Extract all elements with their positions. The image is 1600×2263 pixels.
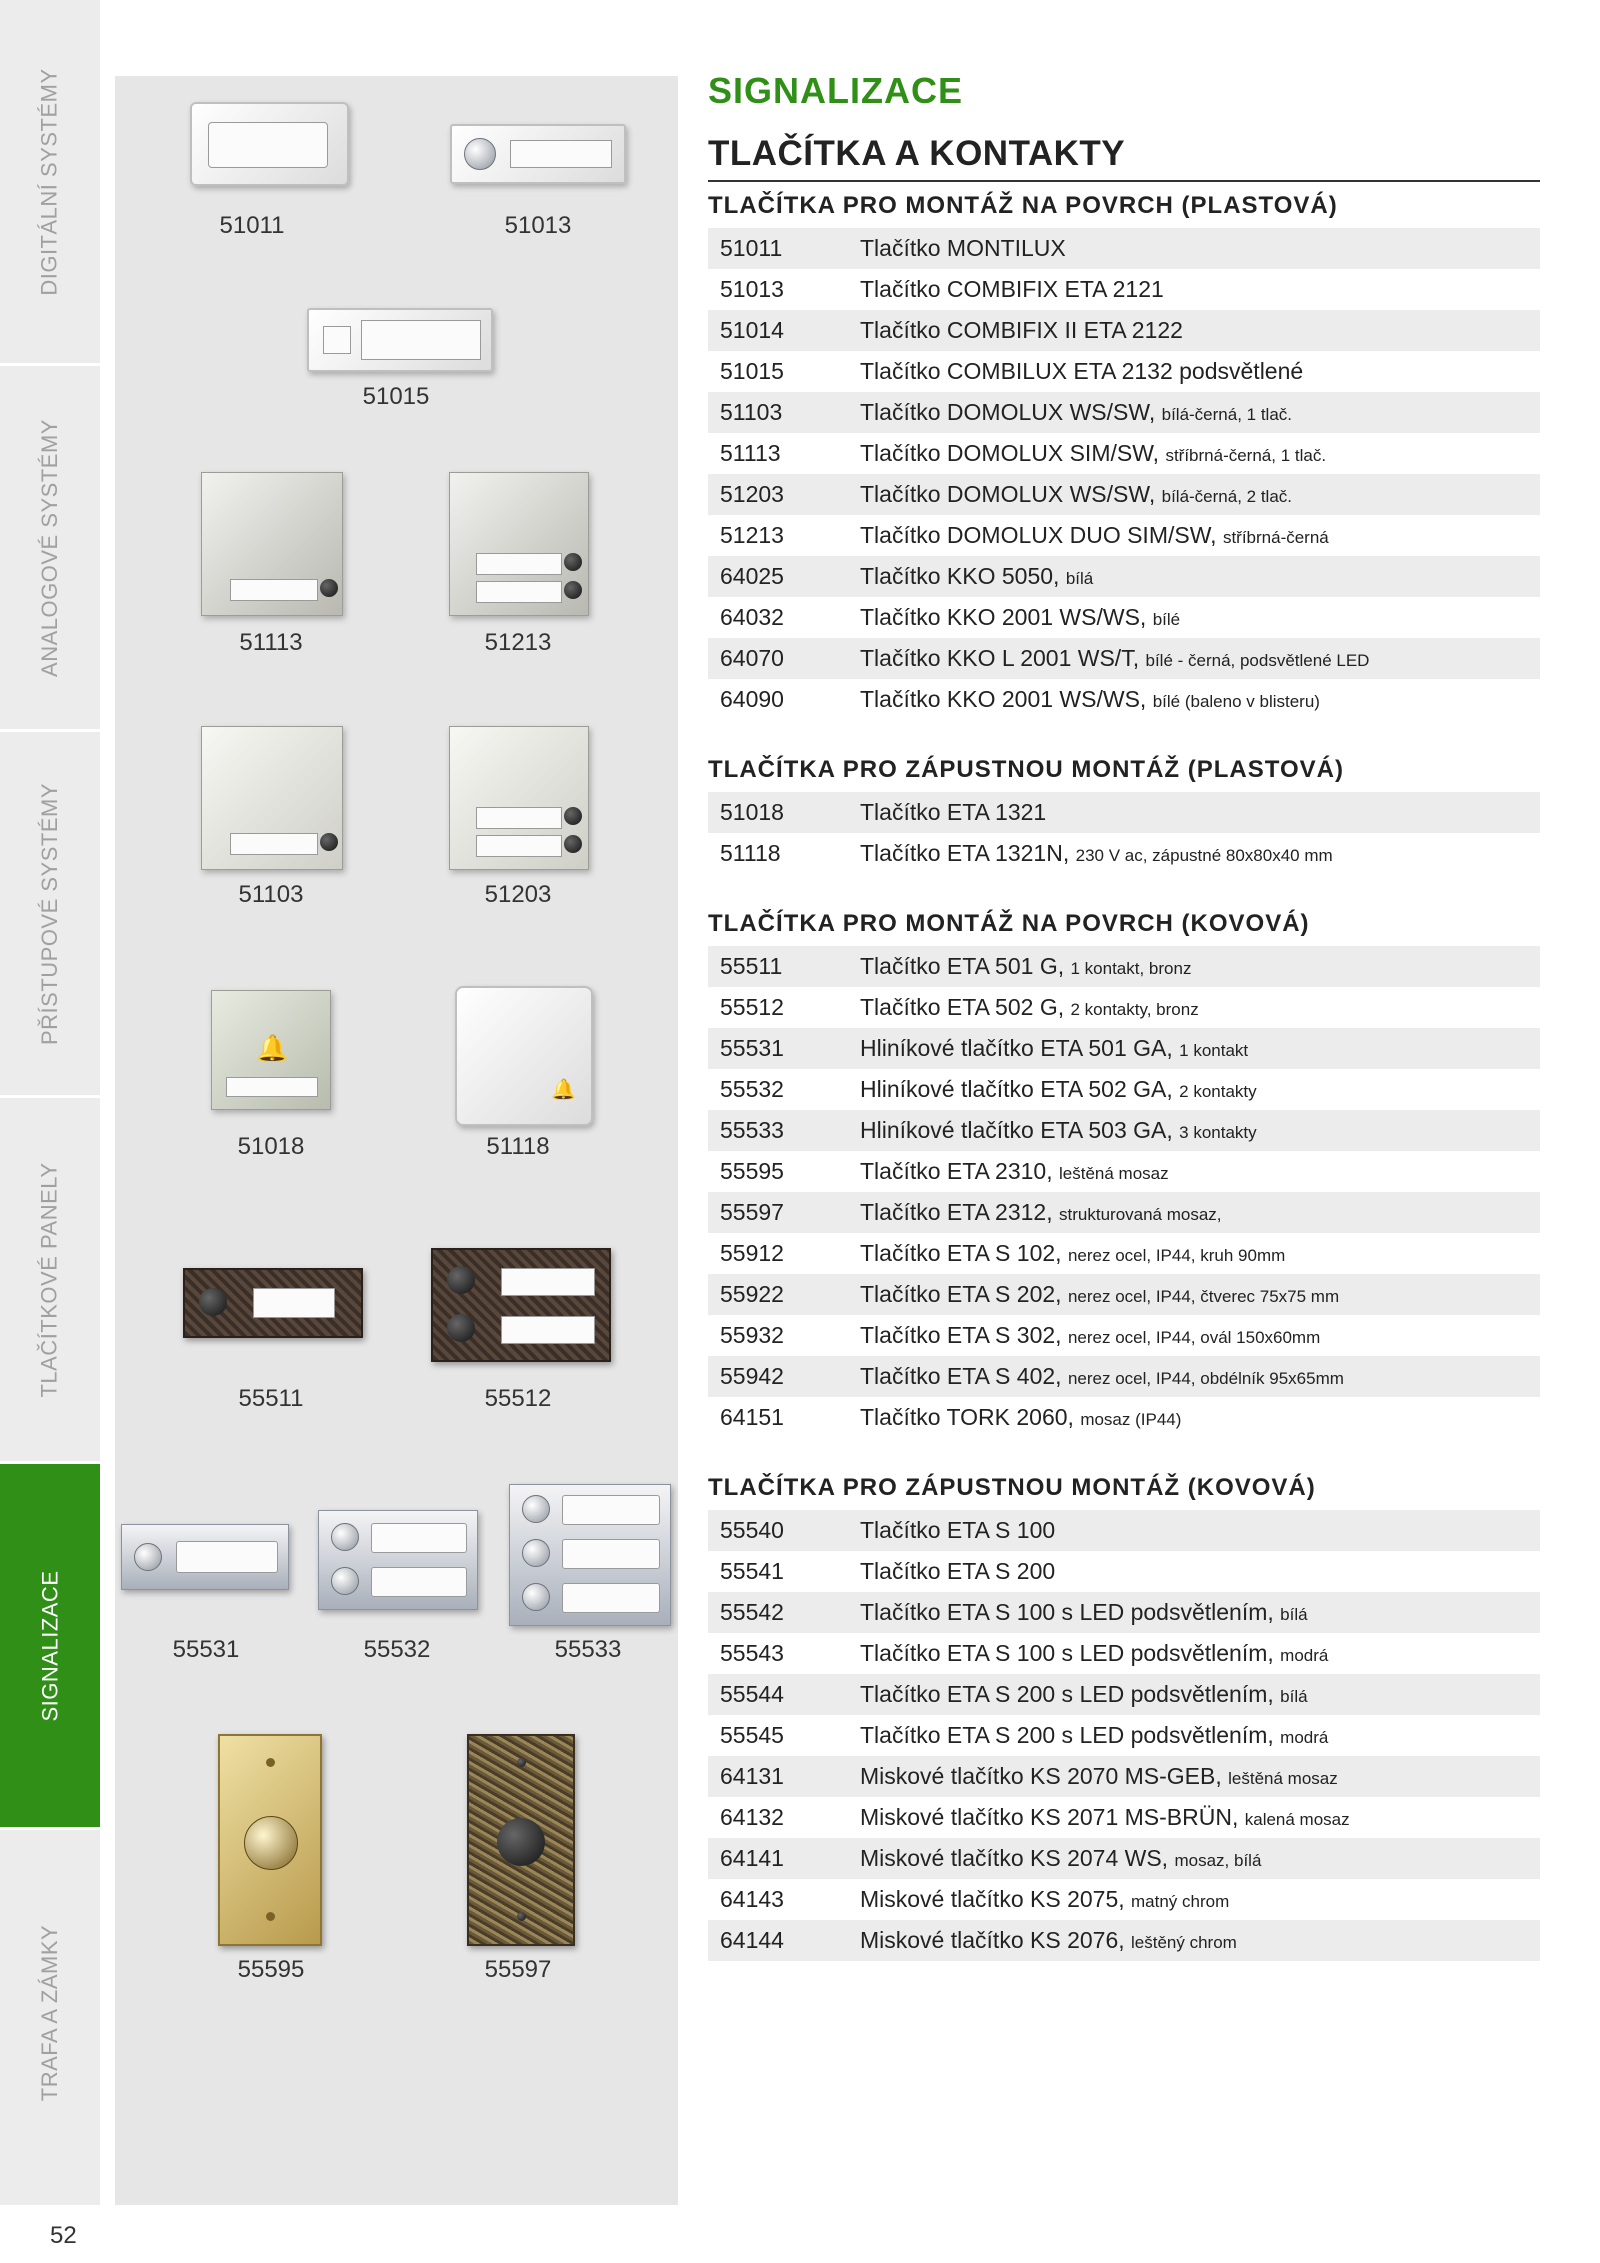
tab-digitalni-systemy[interactable]: [0, 0, 100, 366]
table-row: [708, 1110, 1540, 1151]
product-name: Tlačítko KKO 2001 WS/WS,: [860, 604, 1147, 630]
product-image-51103: [201, 726, 343, 870]
product-note: modrá: [1280, 1728, 1329, 1747]
product-code: 51103: [720, 399, 783, 425]
product-description: [860, 604, 1540, 631]
product-description: [860, 563, 1540, 590]
table-row: [708, 1192, 1540, 1233]
product-table: [708, 228, 1540, 720]
screw: [266, 1758, 275, 1767]
product-note: mosaz (IP44): [1080, 1410, 1182, 1429]
name-window: [371, 1567, 467, 1597]
product-name: Hliníkové tlačítko ETA 501 GA,: [860, 1035, 1173, 1061]
product-code: 64132: [720, 1804, 784, 1830]
product-image-51118: [455, 986, 593, 1126]
product-description: [860, 1158, 1540, 1185]
product-image-51113: [201, 472, 343, 616]
product-sections: [708, 182, 1540, 1961]
product-image-55512: [431, 1248, 611, 1362]
product-note: 1 kontakt: [1179, 1041, 1249, 1060]
product-code: 64143: [720, 1886, 784, 1912]
product-note: modrá: [1280, 1646, 1329, 1665]
product-note: bílé (baleno v blisteru): [1152, 692, 1320, 711]
push-button: [464, 138, 496, 170]
product-note: matný chrom: [1131, 1892, 1230, 1911]
product-code: 55542: [720, 1599, 784, 1625]
table-row: [708, 1797, 1540, 1838]
page-title: TLAČÍTKA A KONTAKTY: [708, 134, 1540, 182]
name-window: [476, 553, 562, 575]
push-button: [497, 1818, 545, 1866]
product-table: [708, 946, 1540, 1438]
product-note: bílá: [1065, 569, 1094, 588]
push-button: [331, 1523, 359, 1551]
product-name: Tlačítko ETA 2310,: [860, 1158, 1053, 1184]
product-description: [860, 1804, 1540, 1831]
product-note: leštěná mosaz: [1228, 1769, 1338, 1788]
table-row: [708, 946, 1540, 987]
product-note: 230 V ac, zápustné 80x80x40 mm: [1075, 846, 1333, 865]
product-code: 51203: [720, 481, 784, 507]
product-name: Tlačítko MONTILUX: [860, 235, 1066, 261]
table-row: [708, 1397, 1540, 1438]
product-name: Tlačítko COMBIFIX ETA 2121: [860, 276, 1164, 302]
product-name: Miskové tlačítko KS 2076,: [860, 1927, 1125, 1953]
bell-icon: 🔔: [256, 1033, 289, 1063]
product-code: 55512: [720, 994, 784, 1020]
page-number: 52: [50, 2222, 77, 2249]
product-image-51203: [449, 726, 589, 870]
product-name: Tlačítko ETA S 200: [860, 1558, 1056, 1584]
table-row: [708, 792, 1540, 833]
product-note: bílá-černá, 2 tlač.: [1161, 487, 1293, 506]
product-note: bílé - černá, podsvětlené LED: [1145, 651, 1370, 670]
image-caption: 55531: [172, 1636, 240, 1663]
name-window: [562, 1539, 660, 1569]
product-name: Tlačítko TORK 2060,: [860, 1404, 1074, 1430]
push-button: [199, 1288, 227, 1316]
tab-label: PŘÍSTUPOVÉ SYSTÉMY: [37, 782, 62, 1045]
image-caption: 51011: [219, 212, 285, 239]
product-description: [860, 686, 1540, 713]
product-name: Tlačítko DOMOLUX SIM/SW,: [860, 440, 1160, 466]
table-row: [708, 228, 1540, 269]
table-row: [708, 351, 1540, 392]
product-code: 55932: [720, 1322, 784, 1348]
product-name: Tlačítko ETA 501 G,: [860, 953, 1065, 979]
tab-signalizace[interactable]: [0, 1464, 100, 1830]
image-caption: 51018: [237, 1133, 305, 1160]
push-button: [522, 1539, 550, 1567]
product-name: Miskové tlačítko KS 2074 WS,: [860, 1845, 1169, 1871]
product-name: Tlačítko ETA S 402,: [860, 1363, 1062, 1389]
product-note: kalená mosaz: [1244, 1810, 1350, 1829]
table-row: [708, 1715, 1540, 1756]
product-code: 51018: [720, 799, 784, 825]
product-name: Tlačítko DOMOLUX WS/SW,: [860, 399, 1156, 425]
image-caption: 55532: [363, 1636, 431, 1663]
image-caption: 51103: [238, 881, 304, 908]
product-code: 64151: [720, 1404, 784, 1430]
product-description: [860, 235, 1540, 262]
product-code: 51118: [720, 840, 781, 866]
product-image-55531: [121, 1524, 289, 1590]
image-caption: 51213: [484, 629, 552, 656]
product-name: Tlačítko ETA S 200 s LED podsvětlením,: [860, 1722, 1274, 1748]
image-caption: 51013: [504, 212, 572, 239]
product-image-55533: [509, 1484, 671, 1626]
table-row: [708, 1151, 1540, 1192]
product-name: Tlačítko ETA S 202,: [860, 1281, 1062, 1307]
product-code: 51213: [720, 522, 784, 548]
product-code: 55543: [720, 1640, 784, 1666]
name-window: [226, 1077, 318, 1097]
section-title: TLAČÍTKA PRO MONTÁŽ NA POVRCH (PLASTOVÁ): [708, 192, 1338, 219]
product-description: [860, 1763, 1540, 1790]
product-name: Tlačítko COMBIFIX II ETA 2122: [860, 317, 1183, 343]
table-row: [708, 1879, 1540, 1920]
table-row: [708, 1674, 1540, 1715]
product-description: [860, 358, 1540, 385]
product-code: 64090: [720, 686, 784, 712]
section-title: TLAČÍTKA PRO ZÁPUSTNOU MONTÁŽ (KOVOVÁ): [708, 1474, 1316, 1501]
product-note: mosaz, bílá: [1174, 1851, 1262, 1870]
section-title: TLAČÍTKA PRO MONTÁŽ NA POVRCH (KOVOVÁ): [708, 910, 1310, 937]
product-code: 64032: [720, 604, 784, 630]
product-code: 64131: [720, 1763, 784, 1789]
push-button: [447, 1314, 475, 1342]
product-description: [860, 1199, 1540, 1226]
table-row: [708, 1315, 1540, 1356]
product-image-55595: [218, 1734, 322, 1946]
product-description: [860, 1599, 1540, 1626]
product-note: 1 kontakt, bronz: [1070, 959, 1192, 978]
product-code: 64025: [720, 563, 784, 589]
table-row: [708, 310, 1540, 351]
product-name: Tlačítko KKO 2001 WS/WS,: [860, 686, 1147, 712]
section-tab-strip: [0, 0, 100, 2205]
push-button: [447, 1266, 475, 1294]
table-row: [708, 474, 1540, 515]
product-note: 3 kontakty: [1179, 1123, 1257, 1142]
product-code: 51014: [720, 317, 784, 343]
product-name: Tlačítko COMBILUX ETA 2132 podsvětlené: [860, 358, 1304, 384]
product-description: [860, 1640, 1540, 1667]
product-image-51018: [211, 990, 331, 1110]
tab-analogove-systemy[interactable]: [0, 366, 100, 732]
product-note: 2 kontakty: [1179, 1082, 1257, 1101]
product-code: 55533: [720, 1117, 784, 1143]
product-code: 64070: [720, 645, 784, 671]
product-description: [860, 1517, 1540, 1544]
product-description: [860, 1322, 1540, 1349]
push-button: [564, 553, 582, 571]
product-description: [860, 1927, 1540, 1954]
product-note: nerez ocel, IP44, obdélník 95x65mm: [1067, 1369, 1344, 1388]
product-description: [860, 953, 1540, 980]
product-description: [860, 1404, 1540, 1431]
category-title: SIGNALIZACE: [708, 70, 964, 111]
table-row: [708, 1510, 1540, 1551]
product-description: [860, 1845, 1540, 1872]
product-name: Tlačítko ETA S 100: [860, 1517, 1056, 1543]
product-description: [860, 994, 1540, 1021]
table-row: [708, 1592, 1540, 1633]
product-code: 55540: [720, 1517, 784, 1543]
product-note: nerez ocel, IP44, kruh 90mm: [1067, 1246, 1286, 1265]
push-button: [323, 326, 351, 354]
product-note: nerez ocel, IP44, čtverec 75x75 mm: [1067, 1287, 1340, 1306]
product-note: stříbrná-černá: [1222, 528, 1329, 547]
product-name: Tlačítko ETA 1321N,: [860, 840, 1070, 866]
product-image-55532: [318, 1510, 478, 1610]
table-row: [708, 833, 1540, 874]
image-caption: 51015: [362, 383, 430, 410]
product-description: [860, 1558, 1540, 1585]
image-caption: 51203: [484, 881, 552, 908]
tab-label: SIGNALIZACE: [37, 1570, 63, 1721]
product-code: 51113: [720, 440, 781, 466]
push-button: [134, 1543, 162, 1571]
image-caption: 51113: [239, 629, 303, 656]
table-row: [708, 1356, 1540, 1397]
product-code: 55912: [720, 1240, 784, 1266]
table-row: [708, 392, 1540, 433]
product-note: nerez ocel, IP44, ovál 150x60mm: [1067, 1328, 1321, 1347]
tab-tlacitkove-panely[interactable]: [0, 1098, 100, 1464]
image-caption: 51118: [486, 1133, 550, 1160]
screw: [517, 1758, 526, 1767]
product-description: [860, 799, 1540, 826]
product-note: strukturovaná mosaz,: [1059, 1205, 1222, 1224]
bell-icon: 🔔: [551, 1079, 576, 1101]
push-button: [320, 579, 338, 597]
push-button: [522, 1495, 550, 1523]
name-window: [230, 833, 318, 855]
product-section: [708, 746, 1540, 874]
tab-label: DIGITÁLNÍ SYSTÉMY: [37, 67, 63, 296]
product-description: [860, 522, 1540, 549]
product-description: [860, 399, 1540, 426]
product-description: [860, 1681, 1540, 1708]
name-window: [562, 1495, 660, 1525]
product-description: [860, 1076, 1540, 1103]
table-row: [708, 1633, 1540, 1674]
name-window: [510, 140, 612, 168]
product-code: 55532: [720, 1076, 784, 1102]
push-button: [331, 1567, 359, 1595]
product-description: [860, 481, 1540, 508]
product-note: bílé: [1152, 610, 1181, 629]
push-button: [320, 833, 338, 851]
product-name: Miskové tlačítko KS 2070 MS-GEB,: [860, 1763, 1222, 1789]
product-description: [860, 1363, 1540, 1390]
table-row: [708, 1028, 1540, 1069]
name-window: [176, 1541, 278, 1573]
product-note: bílá: [1280, 1605, 1308, 1624]
product-name: Hliníkové tlačítko ETA 502 GA,: [860, 1076, 1173, 1102]
table-row: [708, 515, 1540, 556]
product-table: [708, 1510, 1540, 1961]
tab-label: TLAČÍTKOVÉ PANELY: [37, 1161, 62, 1398]
product-description: [860, 440, 1540, 467]
product-description: [860, 1240, 1540, 1267]
table-row: [708, 1069, 1540, 1110]
product-name: Miskové tlačítko KS 2071 MS-BRÜN,: [860, 1804, 1239, 1830]
table-row: [708, 597, 1540, 638]
product-name: Tlačítko DOMOLUX WS/SW,: [860, 481, 1156, 507]
table-row: [708, 638, 1540, 679]
name-window: [501, 1268, 595, 1296]
tab-pristupove-systemy[interactable]: [0, 732, 100, 1098]
product-description: [860, 1281, 1540, 1308]
product-description: [860, 317, 1540, 344]
product-description: [860, 1117, 1540, 1144]
push-button: [564, 835, 582, 853]
screw: [266, 1912, 275, 1921]
table-row: [708, 1756, 1540, 1797]
name-window: [476, 835, 562, 857]
name-window: [501, 1316, 595, 1344]
product-name: Tlačítko ETA 1321: [860, 799, 1047, 825]
product-description: [860, 1035, 1540, 1062]
product-code: 55531: [720, 1035, 784, 1061]
tab-label: ANALOGOVÉ SYSTÉMY: [37, 418, 62, 677]
product-image-55597: [467, 1734, 575, 1946]
product-description: [860, 1886, 1540, 1913]
name-window: [476, 581, 562, 603]
product-image-51015: [307, 308, 493, 372]
product-note: 2 kontakty, bronz: [1070, 1000, 1199, 1019]
catalog-content: [708, 70, 1540, 1987]
product-image-51013: [450, 124, 626, 184]
product-code: 55544: [720, 1681, 784, 1707]
table-row: [708, 987, 1540, 1028]
product-code: 55511: [720, 953, 783, 979]
name-window: [562, 1583, 660, 1613]
push-button: [522, 1583, 550, 1611]
product-code: 51013: [720, 276, 784, 302]
table-row: [708, 1274, 1540, 1315]
image-caption: 55512: [484, 1385, 552, 1412]
product-section: [708, 900, 1540, 1438]
product-name: Miskové tlačítko KS 2075,: [860, 1886, 1125, 1912]
product-name: Tlačítko ETA 2312,: [860, 1199, 1053, 1225]
product-section: [708, 1464, 1540, 1961]
tab-label: TRAFA A ZÁMKY: [37, 1924, 63, 2102]
product-description: [860, 1722, 1540, 1749]
table-row: [708, 679, 1540, 720]
product-description: [860, 276, 1540, 303]
name-window: [361, 320, 481, 360]
product-name: Hliníkové tlačítko ETA 503 GA,: [860, 1117, 1173, 1143]
product-code: 64141: [720, 1845, 784, 1871]
product-name: Tlačítko ETA S 200 s LED podsvětlením,: [860, 1681, 1274, 1707]
table-row: [708, 269, 1540, 310]
product-image-panel: [115, 76, 678, 2205]
product-note: bílá: [1280, 1687, 1308, 1706]
image-caption: 55511: [238, 1385, 304, 1412]
table-row: [708, 1838, 1540, 1879]
table-row: [708, 1551, 1540, 1592]
product-code: 51015: [720, 358, 784, 384]
name-window: [230, 579, 318, 601]
name-window: [208, 122, 328, 168]
product-name: Tlačítko ETA S 102,: [860, 1240, 1062, 1266]
product-name: Tlačítko KKO 5050,: [860, 563, 1060, 589]
section-title: TLAČÍTKA PRO ZÁPUSTNOU MONTÁŽ (PLASTOVÁ): [708, 756, 1344, 783]
image-caption: 55533: [554, 1636, 622, 1663]
table-row: [708, 556, 1540, 597]
tab-trafa-a-zamky[interactable]: [0, 1830, 100, 2196]
push-button: [564, 581, 582, 599]
push-button: [244, 1816, 298, 1870]
product-name: Tlačítko ETA S 100 s LED podsvětlením,: [860, 1640, 1274, 1666]
product-description: [860, 645, 1540, 672]
product-note: leštěná mosaz: [1059, 1164, 1169, 1183]
product-code: 55595: [720, 1158, 784, 1184]
product-code: 55597: [720, 1199, 784, 1225]
product-code: 55942: [720, 1363, 784, 1389]
product-name: Tlačítko ETA 502 G,: [860, 994, 1065, 1020]
product-image-51213: [449, 472, 589, 616]
product-table: [708, 792, 1540, 874]
product-name: Tlačítko ETA S 302,: [860, 1322, 1062, 1348]
table-row: [708, 433, 1540, 474]
image-caption: 55597: [484, 1956, 552, 1983]
product-description: [860, 840, 1540, 867]
name-window: [476, 807, 562, 829]
product-code: 51011: [720, 235, 783, 261]
screw: [517, 1912, 526, 1921]
product-code: 64144: [720, 1927, 784, 1953]
push-button: [564, 807, 582, 825]
product-image-51011: [190, 102, 349, 186]
table-row: [708, 1920, 1540, 1961]
product-name: Tlačítko ETA S 100 s LED podsvětlením,: [860, 1599, 1274, 1625]
name-window: [371, 1523, 467, 1553]
name-window: [253, 1288, 335, 1318]
product-image-55511: [183, 1268, 363, 1338]
product-code: 55922: [720, 1281, 784, 1307]
product-name: Tlačítko KKO L 2001 WS/T,: [860, 645, 1140, 671]
product-note: leštěný chrom: [1131, 1933, 1237, 1952]
table-row: [708, 1233, 1540, 1274]
product-name: Tlačítko DOMOLUX DUO SIM/SW,: [860, 522, 1217, 548]
product-note: bílá-černá, 1 tlač.: [1161, 405, 1293, 424]
product-note: stříbrná-černá, 1 tlač.: [1165, 446, 1327, 465]
product-code: 55545: [720, 1722, 784, 1748]
product-section: [708, 182, 1540, 720]
image-caption: 55595: [237, 1956, 305, 1983]
product-code: 55541: [720, 1558, 784, 1584]
